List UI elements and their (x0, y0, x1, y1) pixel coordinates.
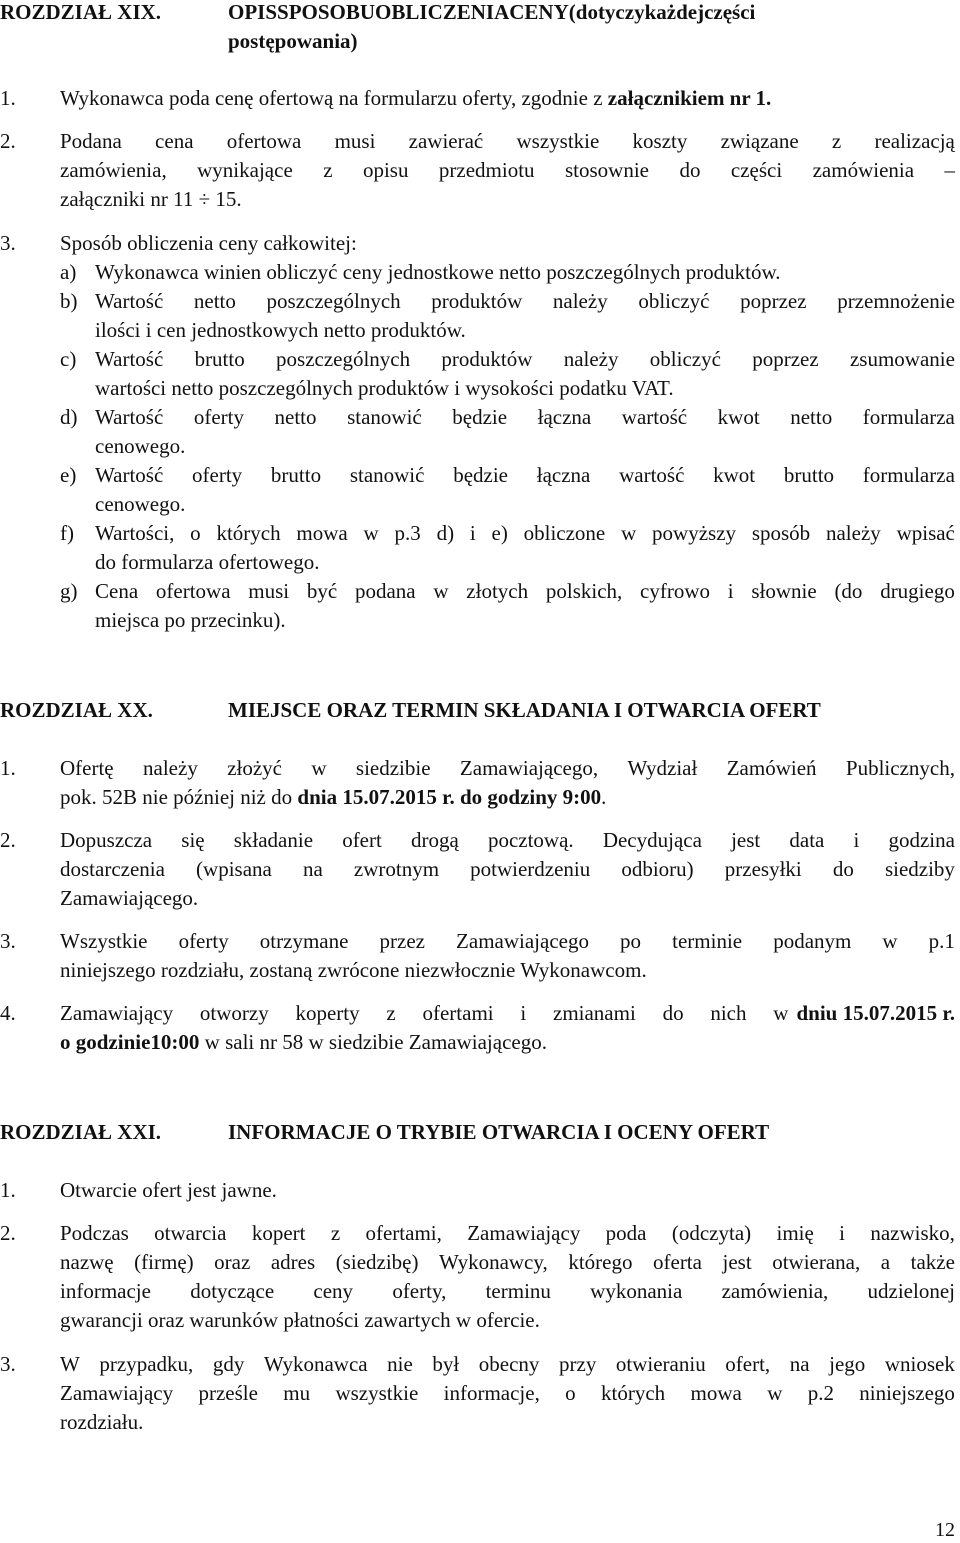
ch20-item-1-line1: Ofertę należy złożyć w siedzibie Zamawiającego, Wydział Zamówień Publicznych, (60, 756, 955, 780)
ch20-item-2-line3: Zamawiającego. (60, 886, 199, 910)
deadline-date: dnia 15.07.2015 r. (297, 785, 455, 809)
sub-f-line1: Wartości, o których mowa w p.3 d) i e) obliczone w powyższy sposób należy wpisać (95, 521, 955, 545)
ch19-item-2-line1: Podana cena ofertowa musi zawierać wszystkie koszty związane z realizacją (60, 129, 955, 153)
chapter-21-title: INFORMACJE O TRYBIE OTWARCIA I OCENY OFERT (228, 1120, 770, 1144)
item-number: 1. (0, 86, 16, 110)
ch19-item-1 (0, 84, 16, 113)
sub-c-line1: Wartość brutto poszczególnych produktów należy obliczyć poprzez zsumowanie (95, 347, 955, 371)
ch20-item-3-number: 3. (0, 929, 16, 953)
sub-f-label: f) (60, 521, 74, 545)
ch19-item-3-number: 3. (0, 231, 16, 255)
ch21-item-2-line1: Podczas otwarcia kopert z ofertami, Zamawiający poda (odczyta) imię i nazwisko, (60, 1221, 955, 1245)
sub-e-line2: cenowego. (95, 492, 186, 516)
sub-c-label: c) (60, 347, 77, 371)
chapter-19-title-cont: postępowania) (228, 29, 358, 53)
ch20-item-3-line1: Wszystkie oferty otrzymane przez Zamawiającego po terminie podanym w p.1 (60, 929, 955, 953)
ch21-item-1-line1: Otwarcie ofert jest jawne. (60, 1178, 277, 1202)
ch21-item-2-number: 2. (0, 1221, 16, 1245)
ch21-item-3-line3: rozdziału. (60, 1410, 144, 1434)
chapter-19-title: OPIS SPOSOBU OBLICZENIA CENY (dotyczy każdej części (228, 0, 756, 24)
ch21-item-2-line2: nazwę (firmę) oraz adres (siedzibę) Wykonawcy, którego oferta jest otwierana, a także (60, 1250, 955, 1274)
sub-a-text: Wykonawca winien obliczyć ceny jednostkowe netto poszczególnych produktów. (95, 260, 781, 284)
opening-date: dniu 15.07.2015 r. (796, 1001, 955, 1025)
ch20-item-4-line2: o godzinie10:00 w sali nr 58 w siedzibie Zamawiającego. (60, 1030, 547, 1054)
ch19-item-2-line2: zamówienia, wynikające z opisu przedmiotu stosownie do części zamówienia – (60, 158, 955, 182)
chapter-21-label: ROZDZIAŁ XXI. (0, 1120, 162, 1144)
ch21-item-3-line2: Zamawiający prześle mu wszystkie informacje, o których mowa w p.2 niniejszego (60, 1381, 955, 1405)
ch20-item-2-number: 2. (0, 828, 16, 852)
chapter-19-label: ROZDZIAŁ XIX. (0, 0, 162, 24)
sub-b-line1: Wartość netto poszczególnych produktów należy obliczyć poprzez przemnożenie (95, 289, 955, 313)
sub-e-line1: Wartość oferty brutto stanowić będzie łączna wartość kwot brutto formularza (95, 463, 955, 487)
opening-time: o godzinie10:00 (60, 1030, 200, 1054)
sub-e-label: e) (60, 463, 77, 487)
sub-d-line1: Wartość oferty netto stanowić będzie łączna wartość kwot netto formularza (95, 405, 955, 429)
ch20-item-4-line1: Zamawiający otworzy koperty z ofertami i zmianami do nich w dniu 15.07.2015 r. (60, 999, 955, 1028)
page-number: 12 (935, 1519, 955, 1541)
deadline-time: do godziny 9:00 (459, 785, 602, 809)
ch19-item-2-line3: załączniki nr 11 ÷ 15. (60, 187, 242, 211)
sub-d-label: d) (60, 405, 78, 429)
ch21-item-3-number: 3. (0, 1352, 16, 1376)
chapter-20-title: MIEJSCE ORAZ TERMIN SKŁADANIA I OTWARCIA OFERT (228, 698, 821, 722)
ch21-item-2-line4: gwarancji oraz warunków płatności zawartych w ofercie. (60, 1308, 540, 1332)
ch20-item-2-line2: dostarczenia (wpisana na zwrotnym potwierdzeniu odbioru) przesyłki do siedziby (60, 857, 955, 881)
sub-b-line2: ilości i cen jednostkowych netto produktów. (95, 318, 466, 342)
ch20-item-4-number: 4. (0, 1001, 16, 1025)
sub-a-label: a) (60, 260, 77, 284)
sub-c-line2: wartości netto poszczególnych produktów i wysokości podatku VAT. (95, 376, 674, 400)
chapter-20-label: ROZDZIAŁ XX. (0, 698, 153, 722)
sub-g-line1: Cena ofertowa musi być podana w złotych polskich, cyfrowo i słownie (do drugiego (95, 579, 955, 603)
sub-g-line2: miejsca po przecinku). (95, 608, 286, 632)
sub-d-line2: cenowego. (95, 434, 186, 458)
sub-f-line2: do formularza ofertowego. (95, 550, 320, 574)
ch21-item-2-line3: informacje dotyczące ceny oferty, terminu wykonania zamówienia, udzielonej (60, 1279, 955, 1303)
ch20-item-3-line2: niniejszego rozdziału, zostaną zwrócone niezwłocznie Wykonawcom. (60, 958, 647, 982)
ch19-item-3-intro: Sposób obliczenia ceny całkowitej: (60, 231, 357, 255)
ch19-item-2-number: 2. (0, 129, 16, 153)
sub-g-label: g) (60, 579, 78, 603)
ch21-item-3-line1: W przypadku, gdy Wykonawca nie był obecny przy otwieraniu ofert, na jego wniosek (60, 1352, 955, 1376)
ch19-item-1-text: Wykonawca poda cenę ofertową na formularzu oferty, zgodnie z załącznikiem nr 1. (60, 86, 772, 110)
ch21-item-1-number: 1. (0, 1178, 16, 1202)
ch20-item-2-line1: Dopuszcza się składanie ofert drogą pocztową. Decydująca jest data i godzina (60, 828, 955, 852)
ch20-item-1-line2: pok. 52B nie później niż do dnia 15.07.2015 r. do godziny 9:00. (60, 785, 607, 809)
ch20-item-1-number: 1. (0, 756, 16, 780)
sub-b-label: b) (60, 289, 78, 313)
